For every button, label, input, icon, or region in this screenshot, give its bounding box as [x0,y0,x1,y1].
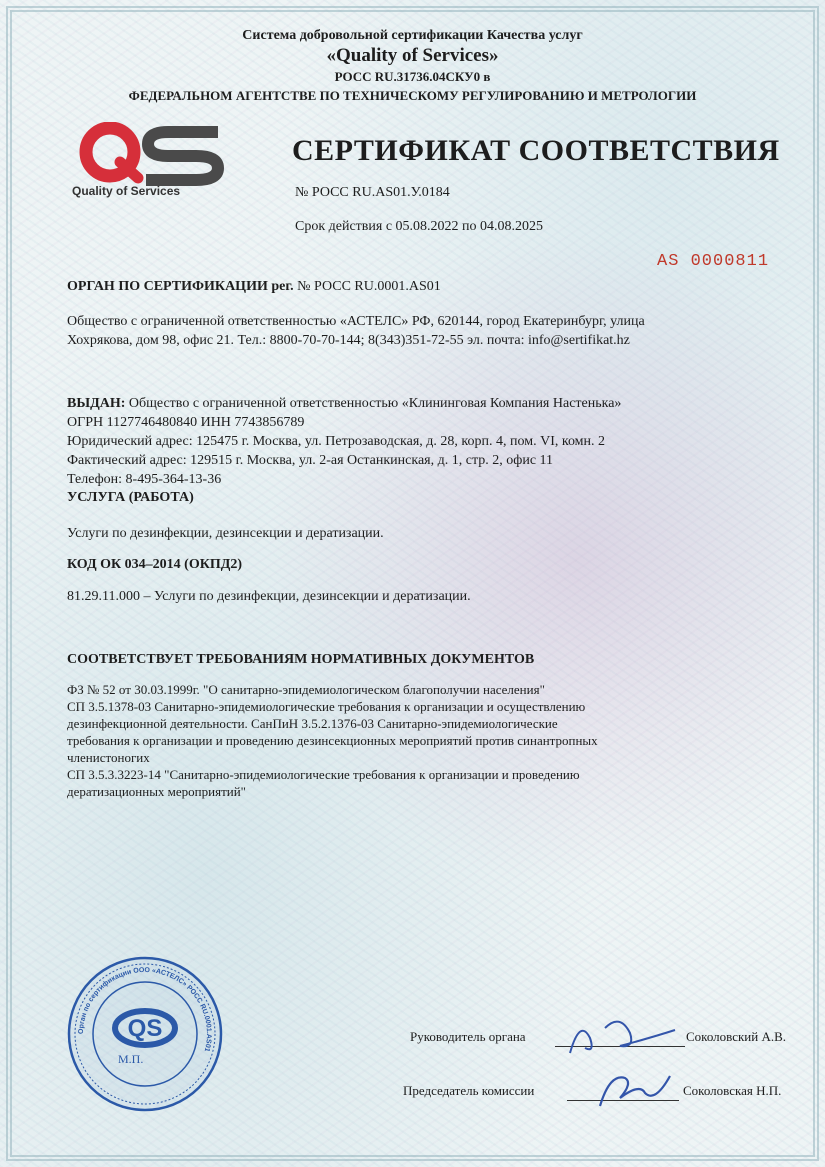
header-system-line: Система добровольной сертификации Качества услуг [242,28,583,43]
code-text: 81.29.11.000 – Услуги по дезинфекции, дезинсекции и дератизации. [67,589,471,604]
certificate-title: СЕРТИФИКАТ СООТВЕТСТВИЯ [292,134,780,167]
header-agency-line: ФЕДЕРАЛЬНОМ АГЕНТСТВЕ ПО ТЕХНИЧЕСКОМУ РЕГУЛИРОВАНИЮ И МЕТРОЛОГИИ [128,88,697,103]
compliance-line: дезинфекционной деятельности. СанПиН 3.5.2.1376-03 Санитарно-эпидемиологические [67,716,558,731]
compliance-line: СП 3.5.3.3223-14 "Санитарно-эпидемиологические требования к организации и проведению [67,767,580,782]
head-label: Руководитель органа [410,1029,526,1044]
stamp-mp-text: М.П. [118,1052,144,1066]
compliance-line: требования к организации и проведению дезинсекционных мероприятий против синантропных [67,733,598,748]
chair-label: Председатель комиссии [403,1083,535,1098]
header-ross-line: РОСС RU.31736.04СКУ0 в [334,69,491,84]
serial-number: AS 0000811 [657,252,770,271]
issued-line: Телефон: 8-495-364-13-36 [67,472,222,487]
certification-body-reg: рег. № РОСС RU.0001.AS01 [271,279,441,294]
compliance-heading: СООТВЕТСТВУЕТ ТРЕБОВАНИЯМ НОРМАТИВНЫХ ДОКУМЕНТОВ [67,652,535,667]
code-heading: КОД ОК 034–2014 (ОКПД2) [67,557,243,572]
compliance-line: дератизационных мероприятий" [67,784,246,799]
stamp-seal-icon [66,955,224,1113]
stamp-center-text: QS [127,1015,163,1042]
certification-body-line: Общество с ограниченной ответственностью «АСТЕЛС» РФ, 620144, город Екатеринбург, улица [67,314,645,329]
certification-body-label: ОРГАН ПО СЕРТИФИКАЦИИ [67,279,268,294]
issued-line: ОГРН 1127746480840 ИНН 7743856789 [67,415,305,430]
chair-signature-icon [585,1058,685,1118]
qs-logo [68,122,233,202]
chair-name: Соколовская Н.П. [683,1083,782,1098]
compliance-line: членистоногих [67,750,150,765]
official-stamp [66,955,224,1113]
certificate-number: № РОСС RU.AS01.У.0184 [295,185,450,200]
issued-line: Фактический адрес: 129515 г. Москва, ул. 2-ая Останкинская, д. 1, стр. 2, офис 11 [67,453,554,468]
validity-period: Срок действия с 05.08.2022 по 04.08.2025 [295,219,544,234]
compliance-line: ФЗ № 52 от 30.03.1999г. "О санитарно-эпидемиологическом благополучии населения" [67,682,545,697]
service-text: Услуги по дезинфекции, дезинсекции и дератизации. [67,526,384,541]
certification-body-line: Хохрякова, дом 98, офис 21. Тел.: 8800-70-70-144; 8(343)351-72-55 эл. почта: info@sertifikat.hz [67,333,630,348]
head-name: Соколовский А.В. [686,1029,787,1044]
header-quality-line: «Quality of Services» [326,45,499,66]
certification-body-heading [67,279,441,295]
issued-to [67,396,621,412]
issued-company: Общество с ограниченной ответственностью «Клининговая Компания Настенька» [128,396,622,411]
issued-line: Юридический адрес: 125475 г. Москва, ул. Петрозаводская, д. 28, корп. 4, пом. VI, комн. 2 [67,434,606,449]
stamp-ring-text: Орган по сертификации ООО «АСТЕЛС» РОСС RU.0001.AS01 [77,966,213,1053]
logo-caption: Quality of Services [72,184,181,198]
service-heading: УСЛУГА (РАБОТА) [67,490,194,505]
compliance-line: СП 3.5.1378-03 Санитарно-эпидемиологические требования к организации и осуществлению [67,699,586,714]
issued-label: ВЫДАН: [67,396,126,411]
